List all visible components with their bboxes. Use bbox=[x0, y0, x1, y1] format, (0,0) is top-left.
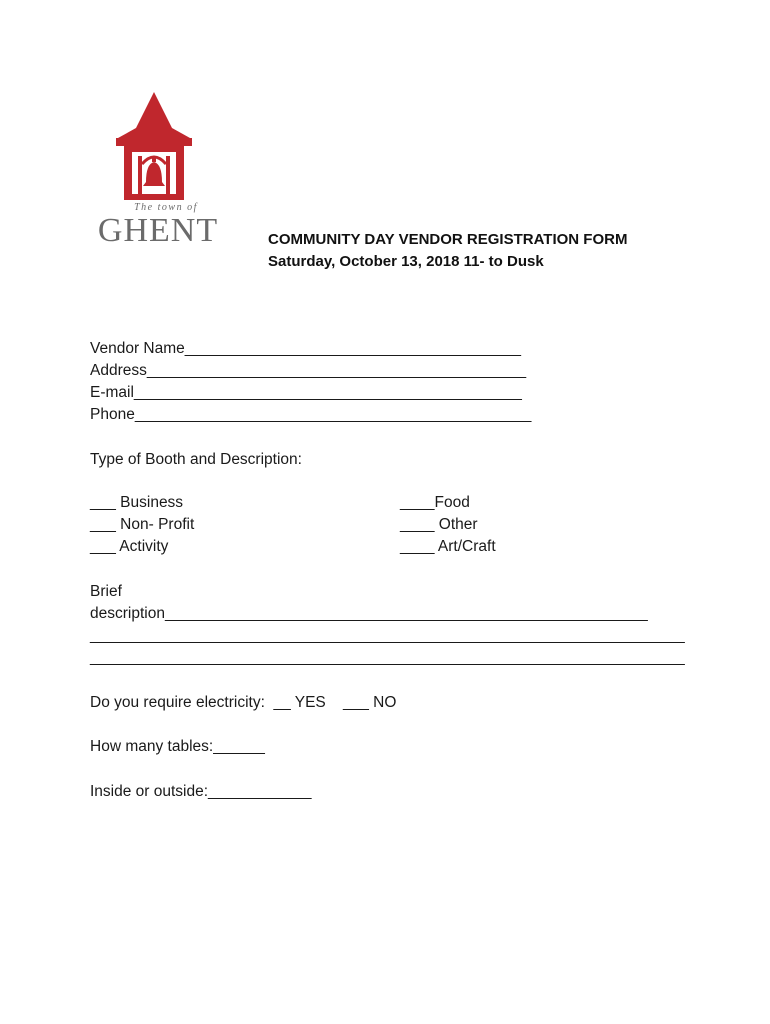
form-title-date: Saturday, October 13, 2018 11- to Dusk bbox=[268, 253, 544, 270]
vendor-name-field[interactable]: Vendor Name_______________________________________ bbox=[90, 340, 521, 357]
tables-field[interactable]: How many tables:______ bbox=[90, 738, 265, 755]
form-title bbox=[268, 229, 627, 273]
description-line-2[interactable]: _____________________________________________________________________ bbox=[90, 627, 685, 644]
booth-type-heading: Type of Booth and Description: bbox=[90, 451, 302, 468]
brief-label: Brief bbox=[90, 583, 122, 600]
logo-tagline: The town of bbox=[134, 202, 198, 213]
logo-town-name: GHENT bbox=[97, 212, 219, 249]
email-field[interactable]: E-mail_____________________________________________ bbox=[90, 384, 522, 401]
inside-outside-field[interactable]: Inside or outside:____________ bbox=[90, 783, 312, 800]
town-logo bbox=[88, 90, 228, 250]
option-non-profit[interactable]: ___ Non- Profit bbox=[90, 516, 195, 533]
bell-tower-icon bbox=[88, 90, 228, 210]
address-field[interactable]: Address____________________________________________ bbox=[90, 362, 527, 379]
option-business[interactable]: ___ Business bbox=[90, 494, 184, 511]
description-field[interactable]: description________________________________________________________ bbox=[90, 605, 648, 622]
phone-field[interactable]: Phone______________________________________________ bbox=[90, 406, 532, 423]
form-title-main: COMMUNITY DAY VENDOR REGISTRATION FORM bbox=[268, 231, 628, 248]
electricity-question[interactable]: Do you require electricity: __ YES ___ NO bbox=[90, 694, 397, 711]
option-art-craft[interactable]: ____ Art/Craft bbox=[400, 538, 496, 555]
option-other[interactable]: ____ Other bbox=[400, 516, 478, 533]
description-line-3[interactable]: _____________________________________________________________________ bbox=[90, 649, 685, 666]
option-food[interactable]: ____Food bbox=[400, 494, 470, 511]
option-activity[interactable]: ___ Activity bbox=[90, 538, 169, 555]
